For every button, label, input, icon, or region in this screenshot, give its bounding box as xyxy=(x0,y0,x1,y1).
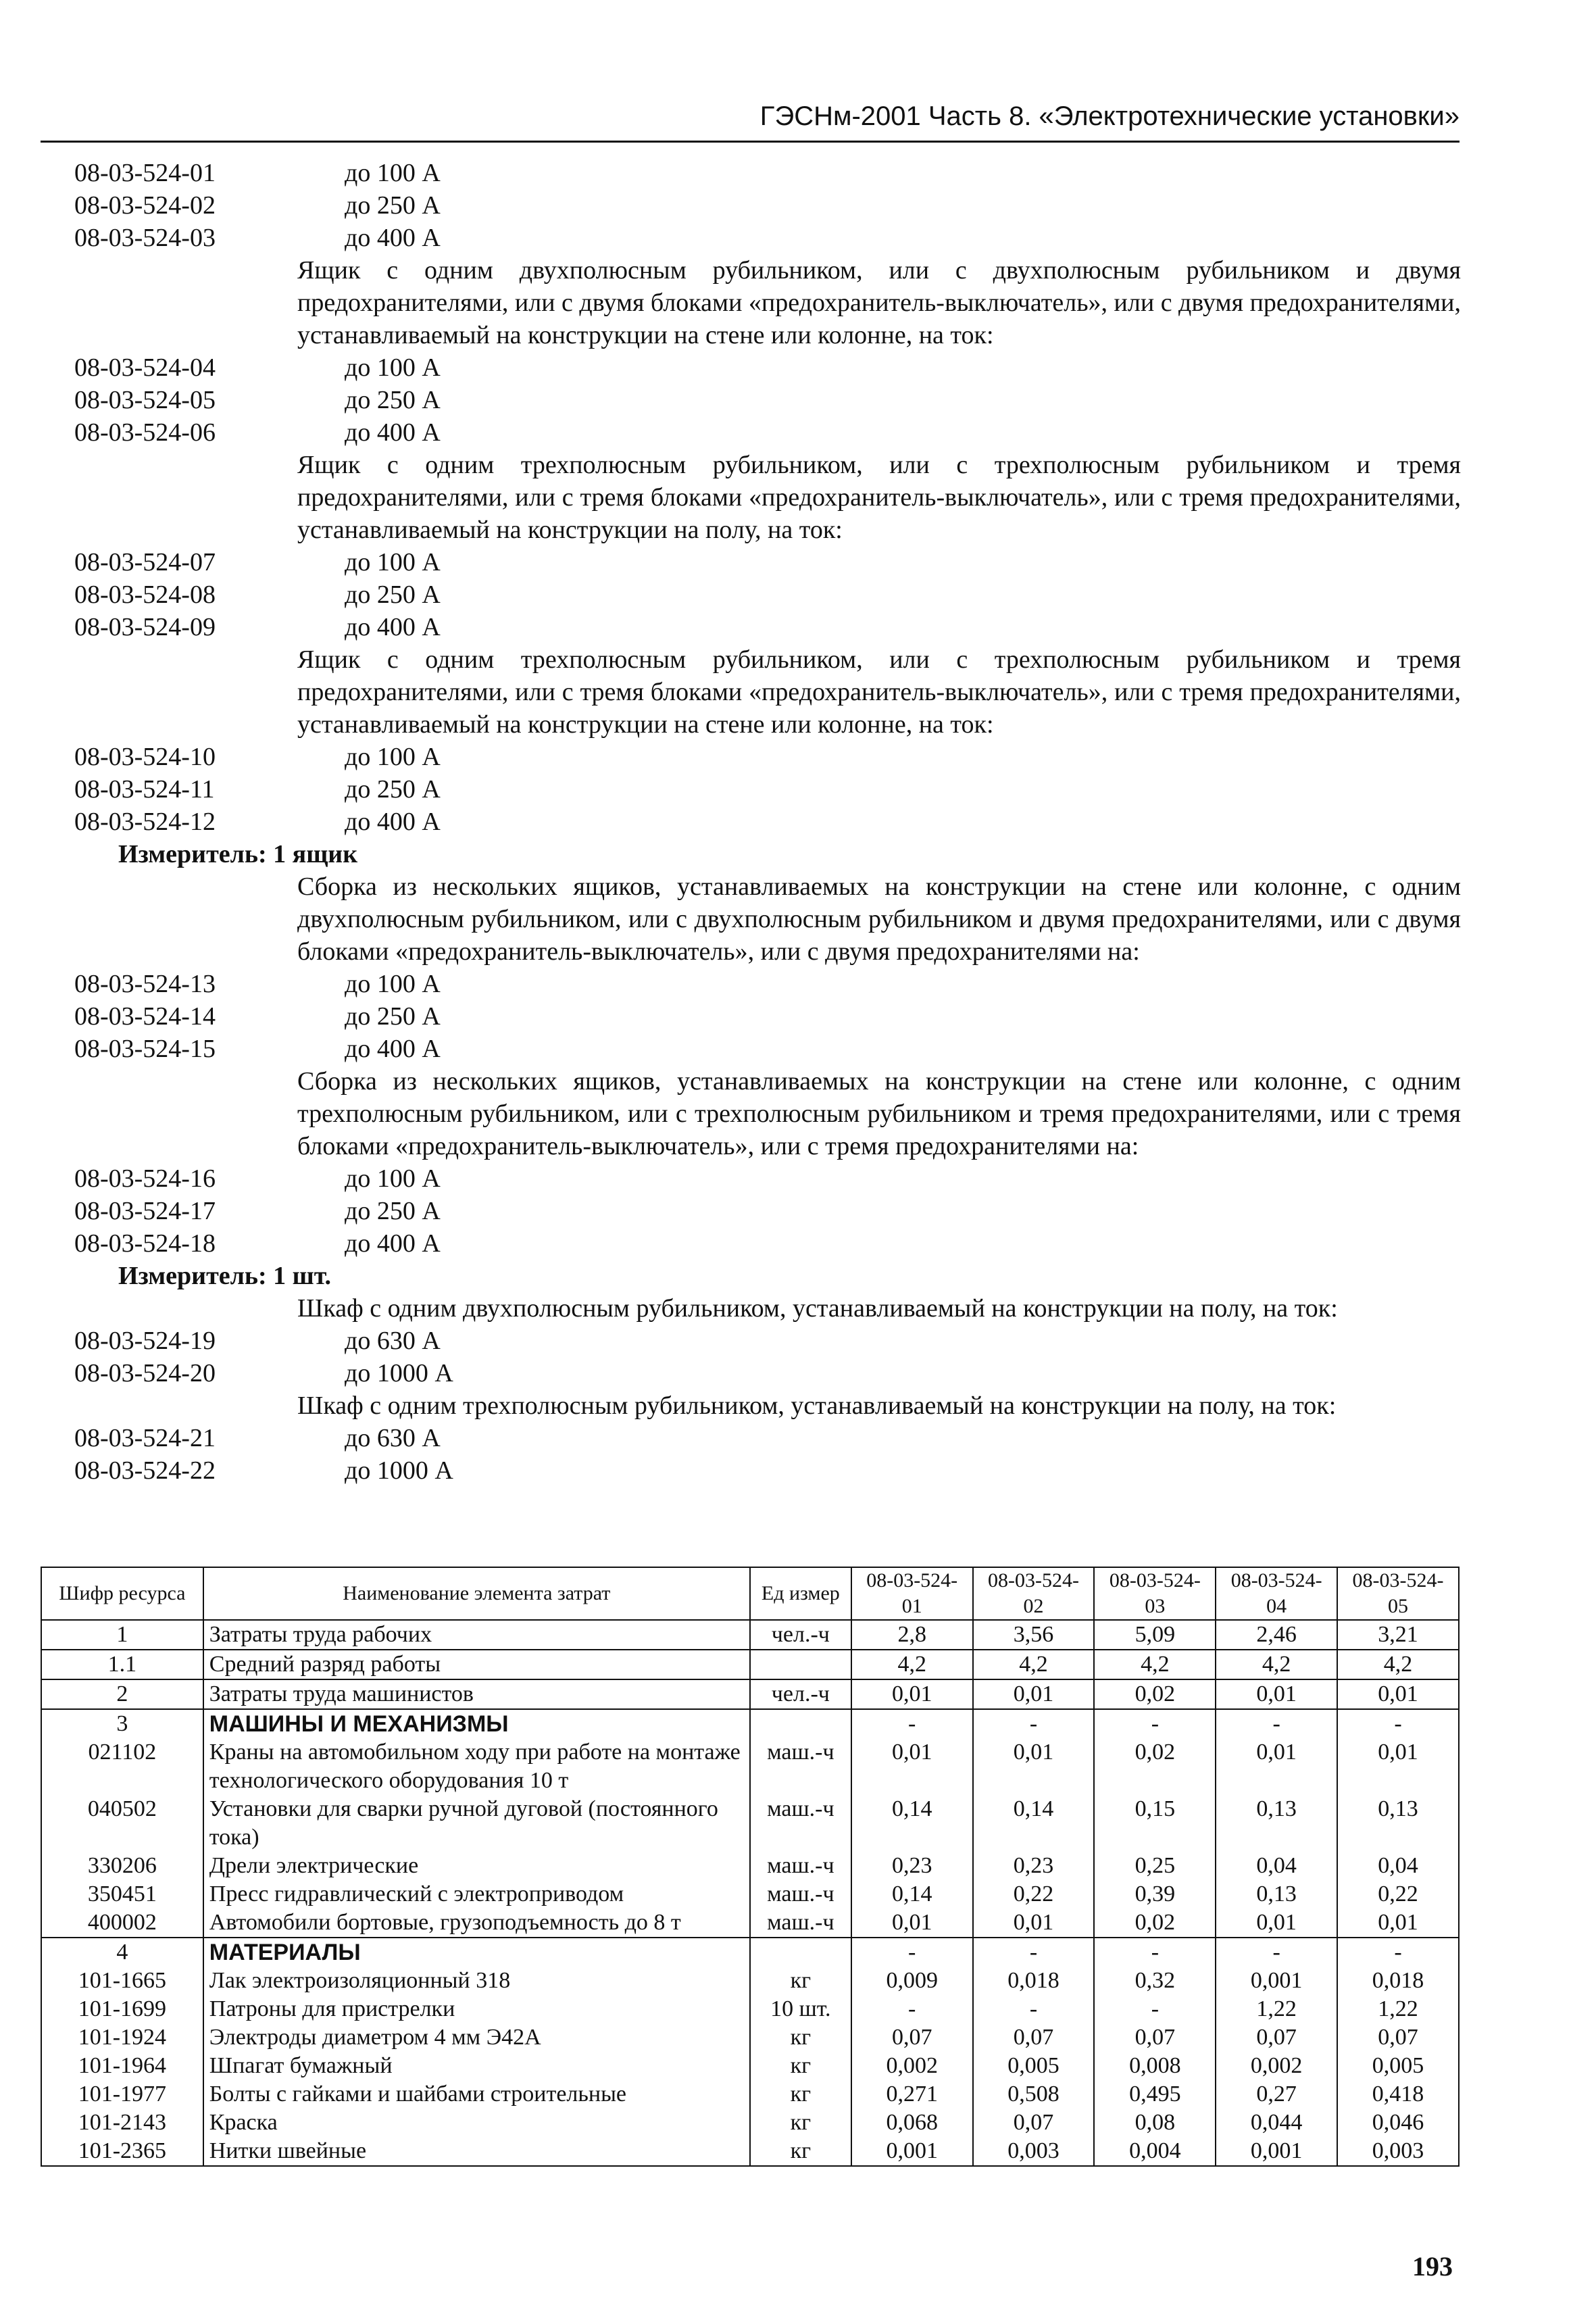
spec-description: Ящик с одним трехполюсным рубильником, или с трехполюсным рубильником и тремя предохранителями, или с тремя блоками «предохранитель-выключатель», или с тремя предохранителями, устанавливаемый на конструкции на полу, на ток: xyxy=(297,451,1461,544)
resource-table xyxy=(41,1567,1460,2167)
resource-value: 0,23 xyxy=(851,1852,973,1880)
spec-line xyxy=(74,546,1461,578)
resource-value: 0,046 xyxy=(1337,2109,1459,2137)
resource-unit xyxy=(750,1709,851,1738)
resource-unit: маш.-ч xyxy=(750,1852,851,1880)
resource-code: 1 xyxy=(41,1620,203,1650)
spec-line xyxy=(74,222,1461,254)
resource-value: - xyxy=(1216,1938,1337,1967)
table-header-cell: Наименование элемента затрат xyxy=(203,1567,750,1620)
resource-unit xyxy=(750,1938,851,1967)
spec-value: до 250 А xyxy=(345,581,441,609)
resource-value: 1,22 xyxy=(1216,1995,1337,2023)
resource-value: 4,2 xyxy=(1337,1650,1459,1679)
resource-value: 0,39 xyxy=(1094,1880,1216,1909)
resource-code: 350451 xyxy=(41,1880,203,1909)
resource-value: 0,01 xyxy=(1216,1679,1337,1709)
table-row xyxy=(41,1679,1459,1709)
resource-name: Установки для сварки ручной дуговой (постоянного тока) xyxy=(203,1795,750,1852)
resource-value: 3,21 xyxy=(1337,1620,1459,1650)
spec-code: 08-03-524-19 xyxy=(74,1327,216,1355)
resource-code: 021102 xyxy=(41,1738,203,1795)
resource-unit: маш.-ч xyxy=(750,1909,851,1938)
resource-unit: кг xyxy=(750,2023,851,2052)
spec-code: 08-03-524-21 xyxy=(74,1424,216,1452)
resource-value: 0,01 xyxy=(973,1738,1095,1795)
table-row xyxy=(41,2052,1459,2080)
resource-unit: кг xyxy=(750,2080,851,2109)
spec-code: 08-03-524-12 xyxy=(74,808,216,836)
resource-value: 0,002 xyxy=(1216,2052,1337,2080)
resource-code: 101-1665 xyxy=(41,1967,203,1995)
spec-value: до 400 А xyxy=(345,418,441,447)
spec-line xyxy=(74,741,1461,773)
spec-value: до 100 А xyxy=(345,743,441,771)
resource-code: 4 xyxy=(41,1938,203,1967)
spec-value: до 630 А xyxy=(345,1424,441,1452)
spec-line xyxy=(74,157,1461,189)
table-header-cell: 08-03-524-04 xyxy=(1216,1567,1337,1620)
resource-value: 0,01 xyxy=(851,1909,973,1938)
resource-value: 0,003 xyxy=(973,2137,1095,2166)
spec-description: Шкаф с одним двухполюсным рубильником, устанавливаемый на конструкции на полу, на ток: xyxy=(297,1294,1338,1323)
measure-unit: Измеритель: 1 ящик xyxy=(118,840,358,868)
resource-value: 0,14 xyxy=(973,1795,1095,1852)
spec-line xyxy=(74,611,1461,643)
spec-description: Ящик с одним трехполюсным рубильником, или с трехполюсным рубильником и тремя предохранителями, или с тремя блоками «предохранитель-выключатель», или с тремя предохранителями, устанавливаемый на конструкции на стене или колонне, на ток: xyxy=(297,645,1461,739)
resource-value: - xyxy=(1337,1709,1459,1738)
spec-code: 08-03-524-20 xyxy=(74,1359,216,1387)
measure-unit: Измеритель: 1 шт. xyxy=(118,1262,332,1290)
resource-value: - xyxy=(1216,1709,1337,1738)
spec-code: 08-03-524-11 xyxy=(74,775,215,804)
spec-code: 08-03-524-16 xyxy=(74,1164,216,1193)
resource-value: 4,2 xyxy=(1216,1650,1337,1679)
resource-name: Патроны для пристрелки xyxy=(203,1995,750,2023)
spec-code: 08-03-524-02 xyxy=(74,191,216,220)
resource-value: 4,2 xyxy=(973,1650,1095,1679)
spec-value: до 400 А xyxy=(345,808,441,836)
spec-code: 08-03-524-15 xyxy=(74,1035,216,1063)
resource-value: 4,2 xyxy=(851,1650,973,1679)
resource-value: 0,018 xyxy=(973,1967,1095,1995)
resource-value: 2,8 xyxy=(851,1620,973,1650)
resource-value: 5,09 xyxy=(1094,1620,1216,1650)
resource-code: 040502 xyxy=(41,1795,203,1852)
spec-description: Сборка из нескольких ящиков, устанавливаемых на конструкции на стене или колонне, с одним трехполюсным рубильником, или с трехполюсным рубильником и тремя предохранителями, или с тремя блоками «предохранитель-выключатель», или с тремя предохранителями на: xyxy=(297,1067,1461,1160)
table-row xyxy=(41,2137,1459,2166)
table-header-cell: 08-03-524-03 xyxy=(1094,1567,1216,1620)
spec-line xyxy=(74,968,1461,1000)
table-row xyxy=(41,1995,1459,2023)
resource-value: - xyxy=(851,1995,973,2023)
resource-unit: кг xyxy=(750,2137,851,2166)
resource-unit: кг xyxy=(750,2109,851,2137)
spec-value: до 250 А xyxy=(345,775,441,804)
resource-value: 0,02 xyxy=(1094,1909,1216,1938)
resource-name: Лак электроизоляционный 318 xyxy=(203,1967,750,1995)
resource-value: - xyxy=(973,1709,1095,1738)
table-row xyxy=(41,1709,1459,1738)
table-row xyxy=(41,1620,1459,1650)
table-row xyxy=(41,1650,1459,1679)
resource-value: 3,56 xyxy=(973,1620,1095,1650)
page-header-title: ГЭСНм-2001 Часть 8. «Электротехнические установки» xyxy=(759,101,1460,131)
resource-value: 0,13 xyxy=(1216,1795,1337,1852)
resource-value: 0,01 xyxy=(1337,1679,1459,1709)
spec-code: 08-03-524-13 xyxy=(74,970,216,998)
resource-value: 0,001 xyxy=(1216,2137,1337,2166)
spec-code: 08-03-524-18 xyxy=(74,1229,216,1258)
spec-line xyxy=(74,806,1461,838)
table-header-row xyxy=(41,1567,1459,1620)
spec-line xyxy=(74,578,1461,611)
resource-value: 0,005 xyxy=(973,2052,1095,2080)
spec-description: Сборка из нескольких ящиков, устанавливаемых на конструкции на стене или колонне, с одним двухполюсным рубильником, или с двухполюсным рубильником и двумя предохранителями, или с двумя блоками «предохранитель-выключатель», или с двумя предохранителями на: xyxy=(297,872,1461,966)
spec-line xyxy=(74,1357,1461,1389)
spec-value: до 100 А xyxy=(345,1164,441,1193)
resource-value: 0,01 xyxy=(1337,1909,1459,1938)
spec-list xyxy=(74,157,1461,1487)
spec-line xyxy=(74,384,1461,416)
spec-line xyxy=(74,351,1461,384)
spec-description: Шкаф с одним трехполюсным рубильником, устанавливаемый на конструкции на полу, на ток: xyxy=(297,1392,1337,1420)
table-row xyxy=(41,1738,1459,1795)
resource-value: 0,01 xyxy=(973,1909,1095,1938)
resource-code: 101-1964 xyxy=(41,2052,203,2080)
table-row xyxy=(41,1880,1459,1909)
resource-value: 2,46 xyxy=(1216,1620,1337,1650)
resource-value: 0,07 xyxy=(973,2109,1095,2137)
resource-value: 0,14 xyxy=(851,1795,973,1852)
spec-code: 08-03-524-08 xyxy=(74,581,216,609)
spec-value: до 400 А xyxy=(345,1035,441,1063)
table-row xyxy=(41,1909,1459,1938)
table-row xyxy=(41,1795,1459,1852)
resource-value: 0,22 xyxy=(973,1880,1095,1909)
resource-unit xyxy=(750,1650,851,1679)
spec-description: Ящик с одним двухполюсным рубильником, или с двухполюсным рубильником и двумя предохранителями, или с двумя блоками «предохранитель-выключатель», или с двумя предохранителями, устанавливаемый на конструкции на стене или колонне, на ток: xyxy=(297,256,1461,349)
resource-value: 0,07 xyxy=(1216,2023,1337,2052)
spec-code: 08-03-524-01 xyxy=(74,159,216,187)
resource-code: 330206 xyxy=(41,1852,203,1880)
resource-value: 0,005 xyxy=(1337,2052,1459,2080)
resource-value: 0,495 xyxy=(1094,2080,1216,2109)
table-row xyxy=(41,2080,1459,2109)
table-header-cell: 08-03-524-02 xyxy=(973,1567,1095,1620)
table-header-cell: 08-03-524-05 xyxy=(1337,1567,1459,1620)
resource-name: Затраты труда рабочих xyxy=(203,1620,750,1650)
spec-code: 08-03-524-07 xyxy=(74,548,216,576)
spec-value: до 400 А xyxy=(345,1229,441,1258)
resource-value: 0,27 xyxy=(1216,2080,1337,2109)
resource-name: Болты с гайками и шайбами строительные xyxy=(203,2080,750,2109)
resource-unit: чел.-ч xyxy=(750,1620,851,1650)
spec-value: до 250 А xyxy=(345,1002,441,1031)
resource-name: Дрели электрические xyxy=(203,1852,750,1880)
resource-code: 101-1977 xyxy=(41,2080,203,2109)
spec-line xyxy=(74,1227,1461,1260)
spec-value: до 400 А xyxy=(345,224,441,252)
table-row xyxy=(41,1852,1459,1880)
resource-value: 0,07 xyxy=(851,2023,973,2052)
resource-value: 4,2 xyxy=(1094,1650,1216,1679)
spec-code: 08-03-524-17 xyxy=(74,1197,216,1225)
table-row xyxy=(41,2109,1459,2137)
resource-name: Затраты труда машинистов xyxy=(203,1679,750,1709)
resource-value: 0,02 xyxy=(1094,1738,1216,1795)
resource-value: 0,32 xyxy=(1094,1967,1216,1995)
resource-value: 0,07 xyxy=(1094,2023,1216,2052)
resource-code: 101-1924 xyxy=(41,2023,203,2052)
resource-value: 0,004 xyxy=(1094,2137,1216,2166)
resource-value: 0,23 xyxy=(973,1852,1095,1880)
spec-code: 08-03-524-14 xyxy=(74,1002,216,1031)
spec-code: 08-03-524-22 xyxy=(74,1456,216,1485)
resource-value: 0,22 xyxy=(1337,1880,1459,1909)
resource-value: 0,07 xyxy=(1337,2023,1459,2052)
resource-name: Пресс гидравлический с электроприводом xyxy=(203,1880,750,1909)
resource-value: - xyxy=(851,1709,973,1738)
resource-value: 0,001 xyxy=(851,2137,973,2166)
spec-line xyxy=(74,1454,1461,1487)
resource-code: 101-2365 xyxy=(41,2137,203,2166)
resource-value: 0,418 xyxy=(1337,2080,1459,2109)
table-body xyxy=(41,1620,1459,2166)
spec-code: 08-03-524-03 xyxy=(74,224,216,252)
resource-value: 0,15 xyxy=(1094,1795,1216,1852)
resource-name: Нитки швейные xyxy=(203,2137,750,2166)
spec-value: до 630 А xyxy=(345,1327,441,1355)
resource-code: 400002 xyxy=(41,1909,203,1938)
spec-value: до 100 А xyxy=(345,970,441,998)
resource-value: 0,01 xyxy=(851,1738,973,1795)
resource-value: 0,07 xyxy=(973,2023,1095,2052)
resource-name: Электроды диаметром 4 мм Э42А xyxy=(203,2023,750,2052)
resource-value: 0,271 xyxy=(851,2080,973,2109)
spec-value: до 250 А xyxy=(345,386,441,414)
resource-value: - xyxy=(973,1938,1095,1967)
spec-code: 08-03-524-09 xyxy=(74,613,216,641)
spec-value: до 1000 А xyxy=(345,1359,453,1387)
resource-name: МАТЕРИАЛЫ xyxy=(203,1938,750,1967)
resource-value: - xyxy=(973,1995,1095,2023)
resource-value: 0,001 xyxy=(1216,1967,1337,1995)
resource-value: 0,25 xyxy=(1094,1852,1216,1880)
resource-value: 0,044 xyxy=(1216,2109,1337,2137)
spec-line xyxy=(74,773,1461,806)
resource-code: 2 xyxy=(41,1679,203,1709)
table-row xyxy=(41,2023,1459,2052)
spec-value: до 250 А xyxy=(345,1197,441,1225)
table-header-cell: 08-03-524-01 xyxy=(851,1567,973,1620)
resource-name: МАШИНЫ И МЕХАНИЗМЫ xyxy=(203,1709,750,1738)
spec-value: до 250 А xyxy=(345,191,441,220)
table-row xyxy=(41,1938,1459,1967)
resource-value: 0,01 xyxy=(1216,1738,1337,1795)
resource-name: Краны на автомобильном ходу при работе на монтаже технологического оборудования 10 т xyxy=(203,1738,750,1795)
resource-value: - xyxy=(1094,1709,1216,1738)
spec-line xyxy=(74,1325,1461,1357)
resource-code: 3 xyxy=(41,1709,203,1738)
resource-value: 0,01 xyxy=(973,1679,1095,1709)
spec-value: до 100 А xyxy=(345,548,441,576)
spec-line xyxy=(74,1195,1461,1227)
resource-name: Средний разряд работы xyxy=(203,1650,750,1679)
resource-value: 0,068 xyxy=(851,2109,973,2137)
spec-code: 08-03-524-10 xyxy=(74,743,216,771)
spec-line xyxy=(74,1033,1461,1065)
resource-code: 101-1699 xyxy=(41,1995,203,2023)
resource-value: - xyxy=(1094,1938,1216,1967)
resource-code: 101-2143 xyxy=(41,2109,203,2137)
spec-line xyxy=(74,1162,1461,1195)
resource-code: 1.1 xyxy=(41,1650,203,1679)
resource-value: 0,04 xyxy=(1337,1852,1459,1880)
resource-name: Краска xyxy=(203,2109,750,2137)
spec-value: до 400 А xyxy=(345,613,441,641)
table-header-cell: Шифр ресурса xyxy=(41,1567,203,1620)
resource-unit: маш.-ч xyxy=(750,1795,851,1852)
resource-value: 0,02 xyxy=(1094,1679,1216,1709)
resource-value: 0,008 xyxy=(1094,2052,1216,2080)
spec-code: 08-03-524-05 xyxy=(74,386,216,414)
resource-value: 1,22 xyxy=(1337,1995,1459,2023)
resource-value: - xyxy=(851,1938,973,1967)
spec-value: до 100 А xyxy=(345,159,441,187)
resource-unit: кг xyxy=(750,1967,851,1995)
resource-value: 0,018 xyxy=(1337,1967,1459,1995)
spec-line xyxy=(74,1422,1461,1454)
resource-unit: чел.-ч xyxy=(750,1679,851,1709)
resource-unit: кг xyxy=(750,2052,851,2080)
resource-value: 0,01 xyxy=(1216,1909,1337,1938)
resource-value: - xyxy=(1337,1938,1459,1967)
page-header xyxy=(41,101,1460,143)
resource-value: 0,009 xyxy=(851,1967,973,1995)
resource-unit: маш.-ч xyxy=(750,1880,851,1909)
resource-value: 0,08 xyxy=(1094,2109,1216,2137)
spec-code: 08-03-524-06 xyxy=(74,418,216,447)
resource-unit: маш.-ч xyxy=(750,1738,851,1795)
resource-name: Автомобили бортовые, грузоподъемность до 8 т xyxy=(203,1909,750,1938)
page-number: 193 xyxy=(1412,2251,1453,2282)
resource-value: 0,508 xyxy=(973,2080,1095,2109)
resource-value: 0,01 xyxy=(1337,1738,1459,1795)
resource-unit: 10 шт. xyxy=(750,1995,851,2023)
resource-value: 0,01 xyxy=(851,1679,973,1709)
spec-value: до 100 А xyxy=(345,353,441,382)
resource-name: Шпагат бумажный xyxy=(203,2052,750,2080)
resource-value: 0,13 xyxy=(1216,1880,1337,1909)
resource-value: 0,003 xyxy=(1337,2137,1459,2166)
resource-value: 0,13 xyxy=(1337,1795,1459,1852)
spec-value: до 1000 А xyxy=(345,1456,453,1485)
table-header-cell: Ед измер xyxy=(750,1567,851,1620)
table-row xyxy=(41,1967,1459,1995)
spec-line xyxy=(74,1000,1461,1033)
resource-value: 0,14 xyxy=(851,1880,973,1909)
resource-value: 0,04 xyxy=(1216,1852,1337,1880)
resource-value: - xyxy=(1094,1995,1216,2023)
spec-line xyxy=(74,416,1461,449)
spec-line xyxy=(74,189,1461,222)
resource-value: 0,002 xyxy=(851,2052,973,2080)
spec-code: 08-03-524-04 xyxy=(74,353,216,382)
